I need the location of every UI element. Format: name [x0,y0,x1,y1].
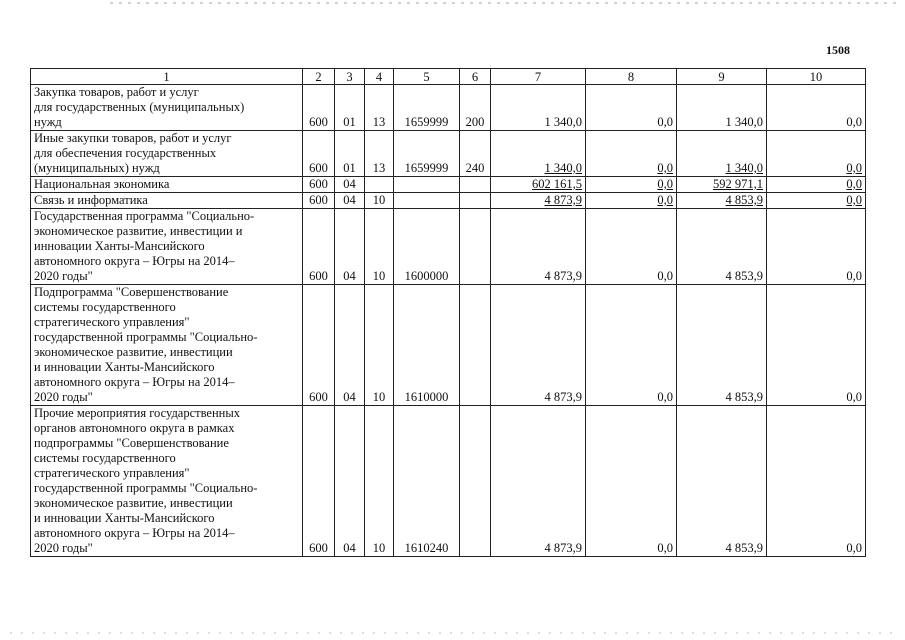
cell-subsection: 10 [365,209,394,285]
cell-amount: 4 873,9 [491,406,586,557]
budget-table [30,68,866,557]
cell-subsection: 10 [365,193,394,209]
cell-expense-type [460,177,491,193]
cell-amount: 0,0 [767,85,866,131]
cell-amount: 602 161,5 [491,177,586,193]
cell-subsection: 10 [365,406,394,557]
cell-amount: 4 853,9 [677,193,767,209]
cell-amount: 0,0 [767,285,866,406]
cell-amount: 0,0 [767,193,866,209]
col-header: 2 [303,69,335,85]
row-name: Национальная экономика [31,177,303,193]
cell-grbs: 600 [303,209,335,285]
cell-grbs: 600 [303,285,335,406]
cell-expense-type: 240 [460,131,491,177]
cell-amount: 0,0 [767,209,866,285]
col-header: 4 [365,69,394,85]
cell-target: 1600000 [394,209,460,285]
scan-artifact-bottom [10,632,900,634]
cell-amount: 1 340,0 [677,131,767,177]
cell-amount: 4 873,9 [491,285,586,406]
cell-amount: 4 853,9 [677,209,767,285]
cell-amount: 1 340,0 [491,131,586,177]
row-name: Связь и информатика [31,193,303,209]
row-name: Прочие мероприятия государственных органов автономного округа в рамках подпрограммы "Совершенствование системы государственного стратегического управления" государственной программы "Социально- экономическое развитие, инвестиции и инновации Ханты-Мансийского автономного округа – Югры на 2014– 2020 годы" [31,406,303,557]
col-header: 9 [677,69,767,85]
cell-target: 1610240 [394,406,460,557]
cell-target: 1659999 [394,85,460,131]
cell-expense-type [460,209,491,285]
col-header: 1 [31,69,303,85]
col-header: 7 [491,69,586,85]
cell-amount: 0,0 [767,177,866,193]
cell-amount: 0,0 [586,131,677,177]
cell-subsection: 10 [365,285,394,406]
col-header: 8 [586,69,677,85]
cell-subsection: 13 [365,85,394,131]
cell-amount: 0,0 [586,193,677,209]
cell-expense-type [460,285,491,406]
table-row [31,131,866,177]
cell-amount: 0,0 [586,177,677,193]
cell-grbs: 600 [303,177,335,193]
cell-subsection [365,177,394,193]
cell-expense-type [460,406,491,557]
cell-grbs: 600 [303,131,335,177]
cell-subsection: 13 [365,131,394,177]
cell-amount: 4 853,9 [677,406,767,557]
cell-amount: 1 340,0 [677,85,767,131]
scan-artifact-top [110,2,900,4]
cell-amount: 0,0 [586,85,677,131]
cell-expense-type [460,193,491,209]
cell-target [394,193,460,209]
row-name: Государственная программа "Социально- экономическое развитие, инвестиции и инновации Ханты-Мансийского автономного округа – Югры на 2014– 2020 годы" [31,209,303,285]
col-header: 10 [767,69,866,85]
cell-amount: 0,0 [586,209,677,285]
cell-amount: 0,0 [586,406,677,557]
cell-target: 1659999 [394,131,460,177]
cell-amount: 592 971,1 [677,177,767,193]
col-header: 6 [460,69,491,85]
cell-amount: 4 873,9 [491,193,586,209]
cell-amount: 0,0 [767,131,866,177]
cell-grbs: 600 [303,85,335,131]
cell-target: 1610000 [394,285,460,406]
cell-section: 04 [335,193,365,209]
table-row [31,85,866,131]
cell-expense-type: 200 [460,85,491,131]
row-name: Закупка товаров, работ и услуг для государственных (муниципальных) нужд [31,85,303,131]
cell-section: 01 [335,85,365,131]
cell-amount: 1 340,0 [491,85,586,131]
col-header: 5 [394,69,460,85]
table-row [31,177,866,193]
cell-target [394,177,460,193]
page-number: 1508 [826,43,850,57]
table-row [31,209,866,285]
table-row [31,406,866,557]
table-row [31,193,866,209]
cell-section: 04 [335,209,365,285]
cell-section: 04 [335,177,365,193]
cell-section: 04 [335,406,365,557]
row-name: Подпрограмма "Совершенствование системы государственного стратегического управления" государственной программы "Социально- экономическое развитие, инвестиции и инновации Ханты-Мансийского автономного округа – Югры на 2014– 2020 годы" [31,285,303,406]
cell-amount: 0,0 [767,406,866,557]
header-row [31,69,866,85]
table-row [31,285,866,406]
cell-grbs: 600 [303,193,335,209]
col-header: 3 [335,69,365,85]
cell-section: 01 [335,131,365,177]
cell-section: 04 [335,285,365,406]
cell-amount: 0,0 [586,285,677,406]
cell-grbs: 600 [303,406,335,557]
row-name: Иные закупки товаров, работ и услуг для обеспечения государственных (муниципальных) нужд [31,131,303,177]
cell-amount: 4 853,9 [677,285,767,406]
cell-amount: 4 873,9 [491,209,586,285]
